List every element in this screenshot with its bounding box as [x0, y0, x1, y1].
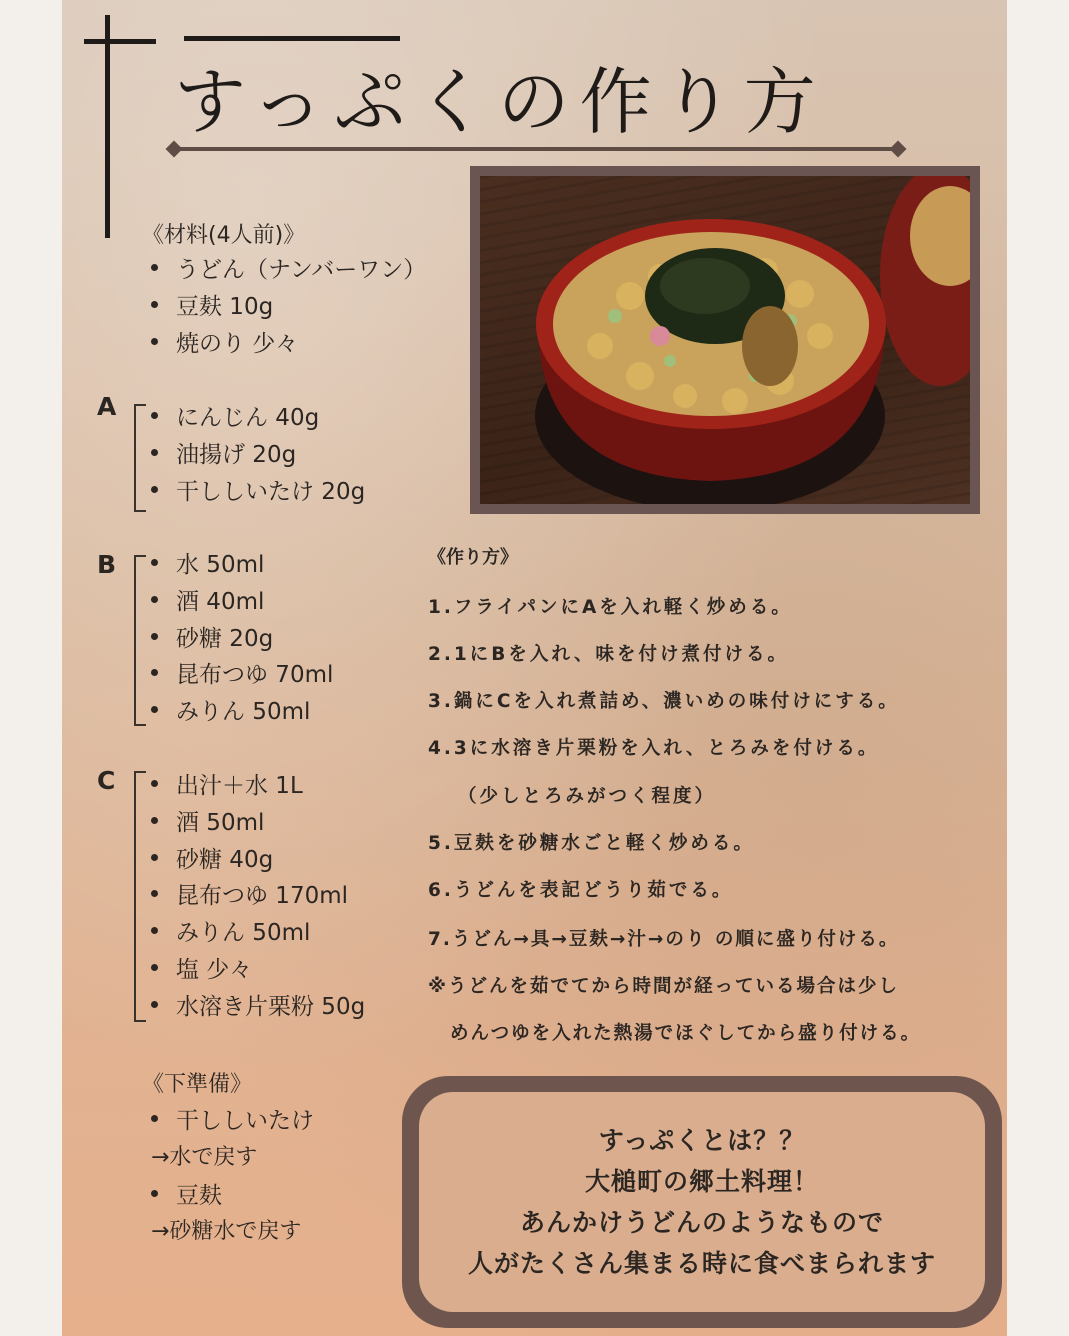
prep-line: [151, 1177, 222, 1210]
bullet-icon: [151, 1001, 158, 1008]
list-item: [151, 474, 365, 511]
page-title: すっぷくの作り方: [174, 60, 826, 144]
list-item: [151, 952, 365, 989]
base-ingredient-list: [151, 252, 426, 362]
bullet-icon: [151, 964, 158, 971]
ingredient-text: にんじん 40g: [176, 405, 320, 431]
deco-vertical-line: [105, 15, 110, 238]
ingredient-text: 砂糖 20g: [176, 625, 274, 652]
ingredient-text: 油揚げ 20g: [176, 441, 297, 468]
list-item: [151, 289, 426, 326]
list-item: [151, 989, 365, 1026]
prep-line: →砂糖水で戻す: [151, 1219, 302, 1244]
method-step: 3.鍋にCを入れ煮詰め、濃いめの味付けにする。: [428, 691, 900, 712]
deco-horizontal-long-line: [184, 36, 400, 41]
ingredient-text: 出汁＋水 1L: [176, 773, 303, 799]
method-step: 7.うどん→具→豆麸→汁→のり の順に盛り付ける。: [428, 929, 900, 950]
list-item: [151, 547, 333, 584]
bullet-icon: [151, 596, 158, 603]
list-item: [151, 252, 426, 289]
bullet-icon: [151, 817, 158, 824]
list-item: [151, 878, 365, 915]
prep-line: →水で戻す: [151, 1145, 258, 1170]
bullet-icon: [151, 890, 158, 897]
bullet-icon: [151, 338, 158, 345]
ingredient-text: 焼のり 少々: [176, 330, 299, 357]
group-c-label: C: [97, 766, 116, 795]
ingredient-text: 砂糖 40g: [176, 846, 274, 873]
bullet-icon: [151, 780, 158, 787]
group-a-list: [151, 400, 365, 510]
about-line: 人がたくさん集まる時に食べまられます: [467, 1249, 936, 1278]
sufuku-dish-photo: [480, 176, 970, 504]
bullet-icon: [151, 449, 158, 456]
group-a-label: A: [97, 392, 117, 421]
bullet-icon: [151, 706, 158, 713]
group-b-list: [151, 547, 333, 731]
method-heading: 《作り方》: [428, 547, 518, 568]
list-item: [151, 768, 365, 805]
list-item: [151, 694, 333, 731]
method-step: 1.フライパンにAを入れ軽く炒める。: [428, 597, 793, 618]
method-step: （少しとろみがつく程度）: [458, 786, 717, 807]
prep-heading: 《下準備》: [142, 1072, 253, 1097]
about-line: すっぷくとは？？: [598, 1126, 806, 1155]
bullet-icon: [151, 412, 158, 419]
ingredient-text: 豆麸 10g: [176, 293, 274, 320]
ingredients-heading: 《材料(4人前)》: [142, 223, 306, 248]
group-b-label: B: [97, 550, 117, 579]
bullet-icon: [151, 633, 158, 640]
list-item: [151, 584, 333, 621]
method-step: 2.1にBを入れ、味を付け煮付ける。: [428, 644, 789, 665]
group-c-list: [151, 768, 365, 1026]
photo-frame: [470, 166, 980, 514]
method-step: 5.豆麸を砂糖水ごと軽く炒める。: [428, 833, 755, 854]
about-box: [402, 1076, 1002, 1328]
list-item: [151, 915, 365, 952]
recipe-card: [62, 0, 1007, 1336]
bullet-icon: [151, 486, 158, 493]
ingredient-text: 昆布つゆ 170ml: [176, 883, 349, 910]
ingredient-text: 酒 50ml: [176, 809, 265, 836]
about-line: あんかけうどんのようなもので: [519, 1208, 884, 1237]
list-item: [151, 437, 365, 474]
bullet-icon: [151, 301, 158, 308]
method-step: 6.うどんを表記どうり茹でる。: [428, 880, 734, 901]
bullet-icon: [151, 927, 158, 934]
list-item: [151, 400, 365, 437]
bullet-icon: [151, 1190, 158, 1197]
bullet-icon: [151, 1115, 158, 1122]
ingredient-text: 水溶き片栗粉 50g: [176, 993, 366, 1020]
ingredient-text: 塩 少々: [176, 956, 253, 983]
bullet-icon: [151, 559, 158, 566]
method-step: 4.3に水溶き片栗粉を入れ、とろみを付ける。: [428, 738, 880, 759]
prep-line: [151, 1102, 314, 1135]
ingredient-text: 水 50ml: [176, 552, 265, 578]
bullet-icon: [151, 669, 158, 676]
bullet-icon: [151, 854, 158, 861]
ingredient-text: みりん 50ml: [176, 699, 311, 726]
group-a-bracket: [134, 404, 146, 512]
list-item: [151, 657, 333, 694]
list-item: [151, 326, 426, 363]
ingredient-text: 干ししいたけ 20g: [176, 478, 366, 505]
deco-horizontal-short-line: [84, 39, 156, 44]
group-b-bracket: [134, 555, 146, 726]
prep-text: 豆麸: [176, 1183, 222, 1209]
method-note: めんつゆを入れた熱湯でほぐしてから盛り付ける。: [450, 1023, 922, 1044]
about-box-inner: [419, 1092, 985, 1312]
method-note: ※うどんを茹でてから時間が経っている場合は少し: [428, 976, 899, 997]
group-c-bracket: [134, 771, 146, 1022]
ingredient-text: みりん 50ml: [176, 920, 311, 947]
list-item: [151, 842, 365, 879]
about-line: 大槌町の郷土料理！: [584, 1167, 819, 1196]
prep-text: 干ししいたけ: [176, 1108, 314, 1134]
bowl-illustration: [480, 176, 970, 504]
ingredient-text: うどん（ナンバーワン）: [176, 257, 427, 283]
bullet-icon: [151, 264, 158, 271]
list-item: [151, 805, 365, 842]
title-underline: [174, 147, 898, 151]
ingredient-text: 酒 40ml: [176, 588, 265, 615]
ingredient-text: 昆布つゆ 70ml: [176, 662, 334, 689]
list-item: [151, 621, 333, 658]
